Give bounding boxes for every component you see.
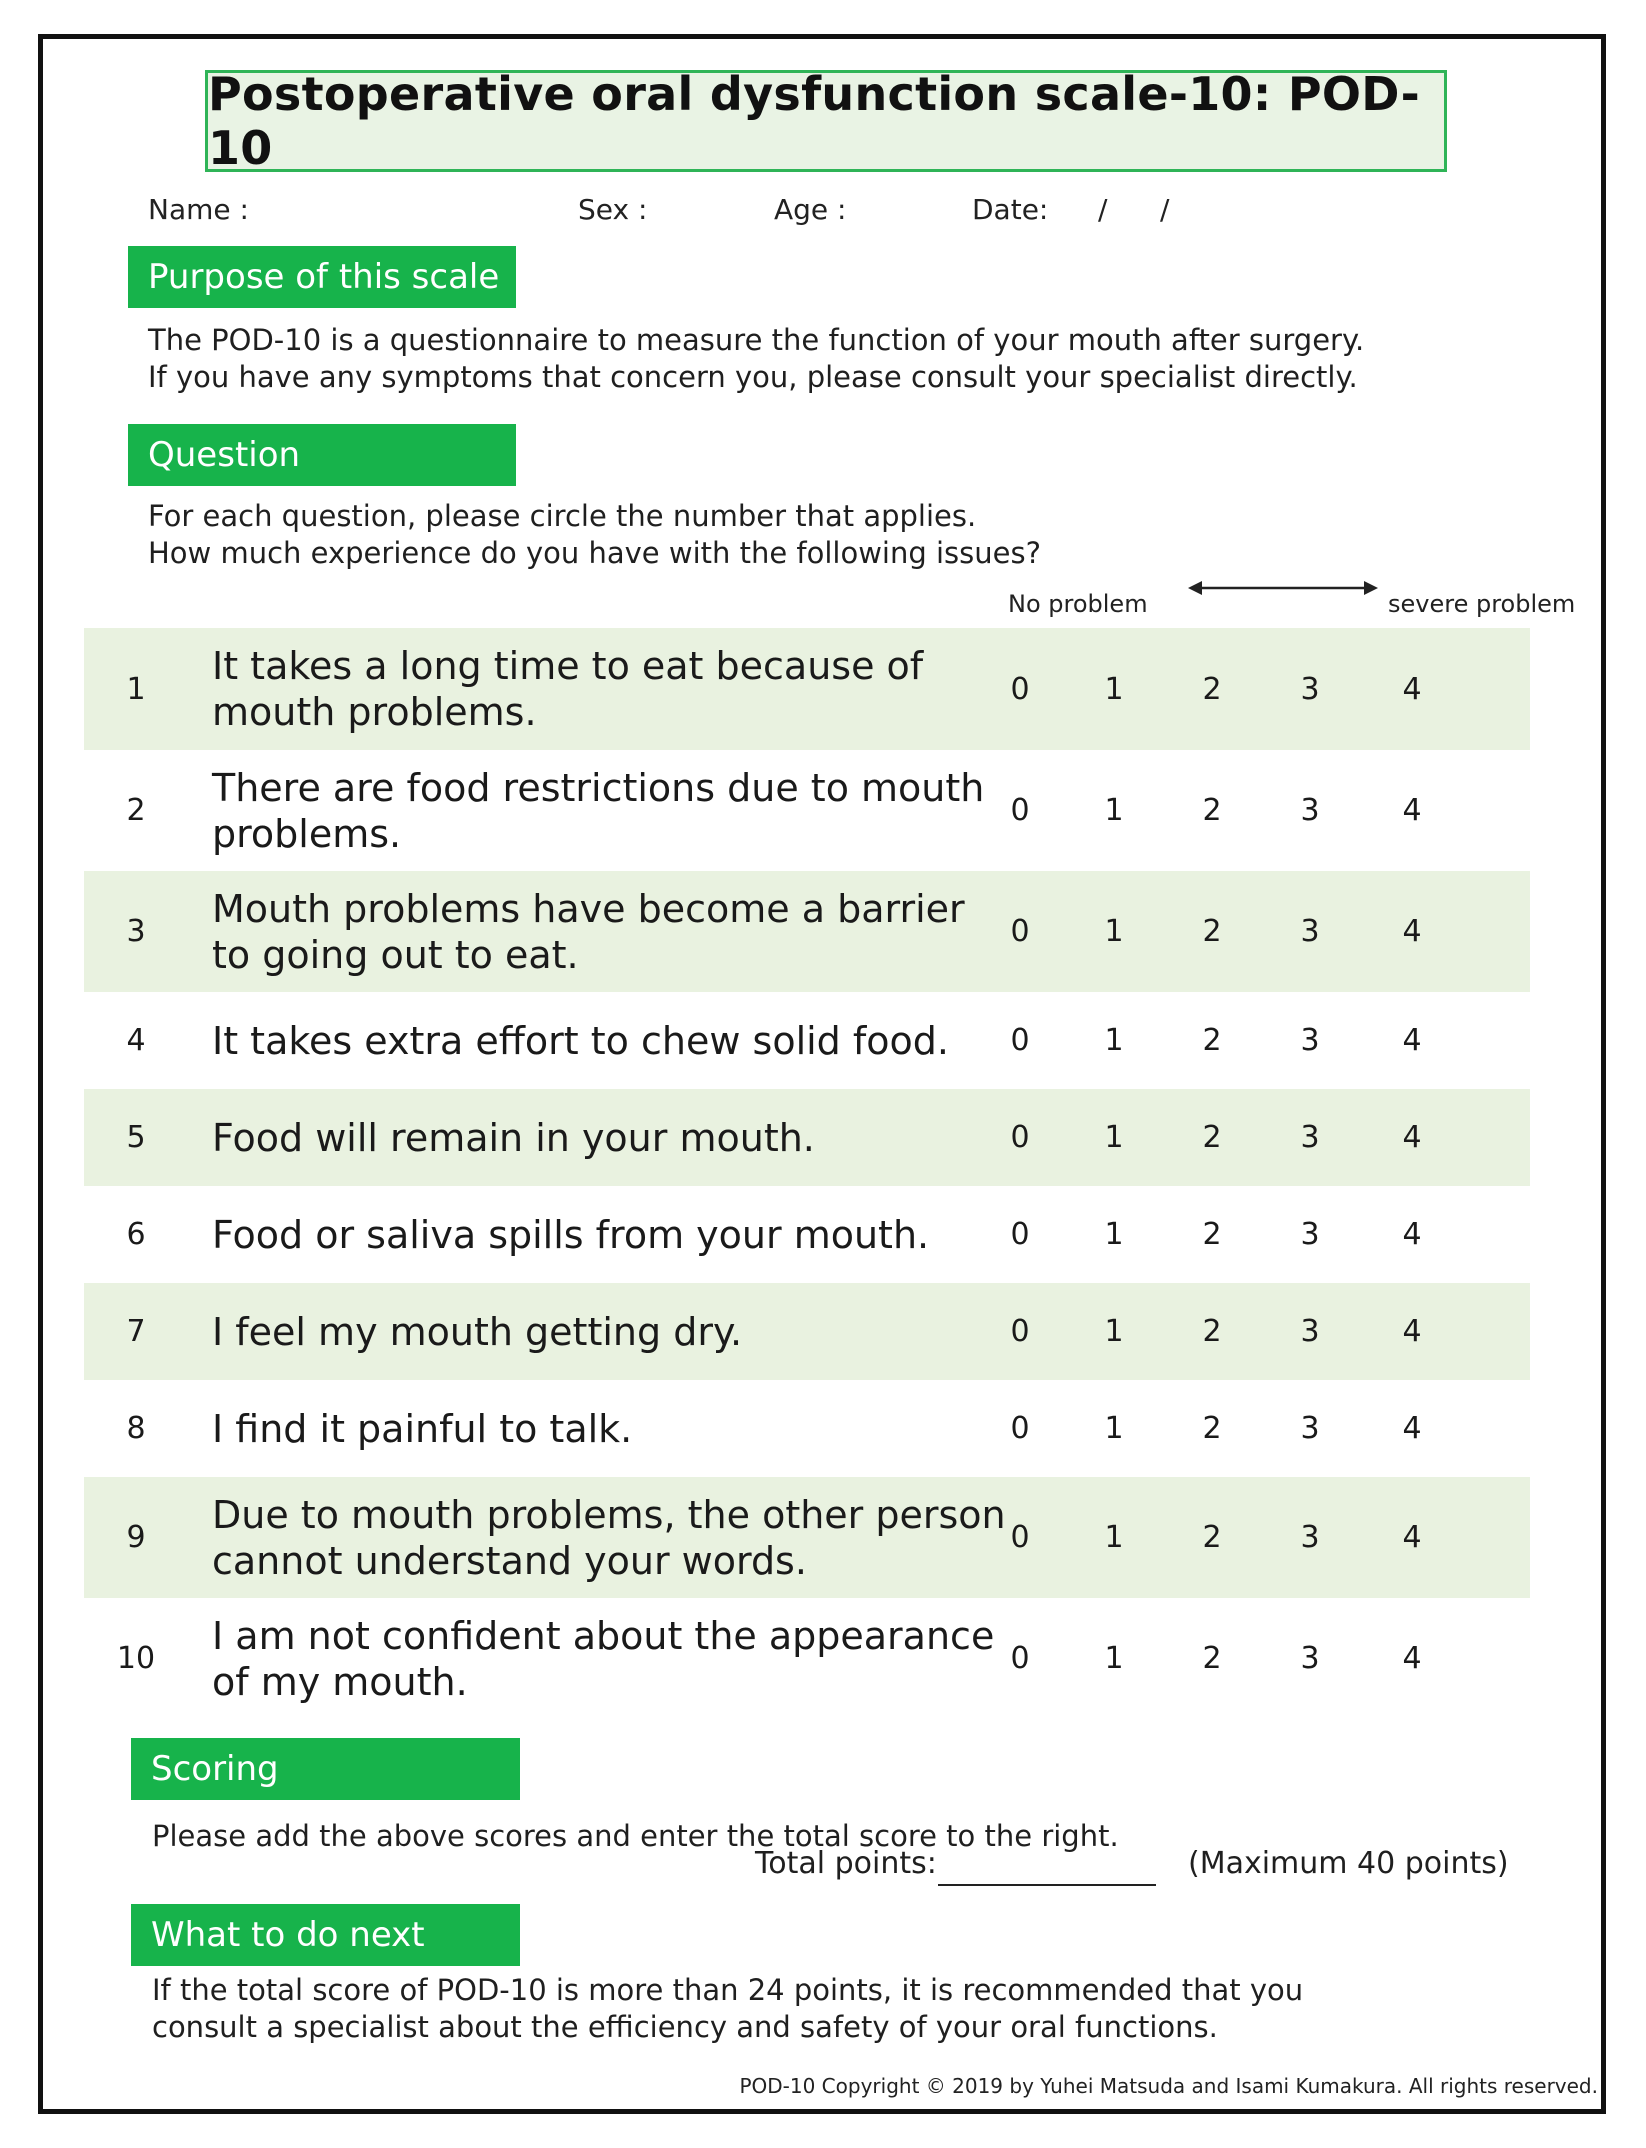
answer-option-4[interactable]: 4 <box>1402 1120 1422 1155</box>
total-points-field[interactable] <box>938 1884 1156 1886</box>
answer-option-2[interactable]: 2 <box>1202 1520 1222 1555</box>
answer-option-2[interactable]: 2 <box>1202 1023 1222 1058</box>
answer-option-4[interactable]: 4 <box>1402 793 1422 828</box>
instruction-line: How much experience do you have with the following issues? <box>148 536 1041 570</box>
answer-option-4[interactable]: 4 <box>1402 671 1422 707</box>
question-text: I feel my mouth getting dry. <box>212 1309 743 1354</box>
question-heading: Question <box>128 424 516 486</box>
question-text: Food or saliva spills from your mouth. <box>212 1212 930 1257</box>
answer-option-0[interactable]: 0 <box>1010 1314 1030 1349</box>
answer-option-0[interactable]: 0 <box>1010 671 1030 707</box>
next-line: If the total score of POD-10 is more than 24 points, it is recommended that you <box>152 1973 1304 2007</box>
answer-option-0[interactable]: 0 <box>1010 793 1030 828</box>
answer-option-0[interactable]: 0 <box>1010 914 1030 949</box>
question-text: It takes extra effort to chew solid food. <box>212 1018 949 1063</box>
question-number: 1 <box>126 671 146 707</box>
question-number: 5 <box>126 1120 146 1155</box>
answer-option-3[interactable]: 3 <box>1300 671 1320 707</box>
question-instructions <box>148 498 1041 572</box>
instruction-line: For each question, please circle the number that applies. <box>148 499 977 533</box>
question-text: Due to mouth problems, the other person cannot understand your words. <box>212 1492 1006 1583</box>
answer-option-4[interactable]: 4 <box>1402 1520 1422 1555</box>
double-arrow-icon <box>1188 578 1378 598</box>
answer-option-3[interactable]: 3 <box>1300 1641 1320 1676</box>
answer-option-2[interactable]: 2 <box>1202 671 1222 707</box>
answer-option-1[interactable]: 1 <box>1104 914 1124 949</box>
answer-option-0[interactable]: 0 <box>1010 1641 1030 1676</box>
purpose-text <box>148 322 1364 396</box>
question-row-4 <box>84 992 1530 1089</box>
answer-option-0[interactable]: 0 <box>1010 1120 1030 1155</box>
question-number: 9 <box>126 1520 146 1555</box>
answer-option-1[interactable]: 1 <box>1104 1217 1124 1252</box>
answer-option-3[interactable]: 3 <box>1300 1411 1320 1446</box>
answer-option-2[interactable]: 2 <box>1202 1217 1222 1252</box>
answer-option-3[interactable]: 3 <box>1300 1314 1320 1349</box>
total-points-label: Total points: <box>755 1846 937 1881</box>
question-row-2 <box>84 750 1530 871</box>
purpose-line: The POD-10 is a questionnaire to measure the function of your mouth after surgery. <box>148 323 1365 357</box>
question-row-8 <box>84 1380 1530 1477</box>
answer-option-3[interactable]: 3 <box>1300 793 1320 828</box>
question-row-3 <box>84 871 1530 992</box>
answer-option-3[interactable]: 3 <box>1300 1520 1320 1555</box>
answer-option-4[interactable]: 4 <box>1402 1023 1422 1058</box>
age-label: Age : <box>774 193 847 226</box>
question-text: I am not confident about the appearance of my mouth. <box>212 1613 995 1704</box>
scale-left-label: No problem <box>1008 590 1148 618</box>
answer-option-2[interactable]: 2 <box>1202 1641 1222 1676</box>
answer-option-4[interactable]: 4 <box>1402 914 1422 949</box>
question-text: Mouth problems have become a barrier to going out to eat. <box>212 886 965 977</box>
question-number: 8 <box>126 1411 146 1446</box>
answer-option-0[interactable]: 0 <box>1010 1411 1030 1446</box>
question-text: It takes a long time to eat because of mouth problems. <box>212 644 924 734</box>
answer-option-1[interactable]: 1 <box>1104 1520 1124 1555</box>
answer-option-2[interactable]: 2 <box>1202 1411 1222 1446</box>
copyright-notice: POD-10 Copyright © 2019 by Yuhei Matsuda and Isami Kumakura. All rights reserved. <box>739 2074 1598 2098</box>
answer-option-3[interactable]: 3 <box>1300 914 1320 949</box>
question-text: I find it painful to talk. <box>212 1406 633 1451</box>
answer-option-2[interactable]: 2 <box>1202 793 1222 828</box>
question-number: 6 <box>126 1217 146 1252</box>
scoring-instruction: Please add the above scores and enter the total score to the right. <box>152 1819 1119 1853</box>
question-row-9 <box>84 1477 1530 1598</box>
question-row-1 <box>84 628 1530 750</box>
answer-option-1[interactable]: 1 <box>1104 1120 1124 1155</box>
next-line: consult a specialist about the efficiency and safety of your oral functions. <box>152 2010 1218 2044</box>
answer-option-3[interactable]: 3 <box>1300 1023 1320 1058</box>
question-number: 4 <box>126 1023 146 1058</box>
answer-option-2[interactable]: 2 <box>1202 914 1222 949</box>
question-row-10 <box>84 1598 1530 1719</box>
answer-option-0[interactable]: 0 <box>1010 1520 1030 1555</box>
page-title: Postoperative oral dysfunction scale-10: POD-10 <box>205 70 1447 172</box>
question-row-6 <box>84 1186 1530 1283</box>
answer-option-4[interactable]: 4 <box>1402 1411 1422 1446</box>
answer-option-0[interactable]: 0 <box>1010 1023 1030 1058</box>
answer-option-2[interactable]: 2 <box>1202 1120 1222 1155</box>
answer-option-1[interactable]: 1 <box>1104 793 1124 828</box>
next-text <box>152 1972 1303 2046</box>
scale-right-label: severe problem <box>1388 590 1576 618</box>
purpose-heading: Purpose of this scale <box>128 246 516 308</box>
question-number: 2 <box>126 793 146 828</box>
purpose-line: If you have any symptoms that concern you, please consult your specialist directly. <box>148 360 1358 394</box>
name-label: Name : <box>148 193 249 226</box>
question-number: 3 <box>126 914 146 949</box>
answer-option-4[interactable]: 4 <box>1402 1314 1422 1349</box>
next-heading: What to do next <box>131 1904 520 1966</box>
answer-option-2[interactable]: 2 <box>1202 1314 1222 1349</box>
answer-option-3[interactable]: 3 <box>1300 1217 1320 1252</box>
question-row-7 <box>84 1283 1530 1380</box>
question-text: Food will remain in your mouth. <box>212 1115 815 1160</box>
answer-option-1[interactable]: 1 <box>1104 1411 1124 1446</box>
scoring-heading: Scoring <box>131 1738 520 1800</box>
question-number: 10 <box>116 1641 156 1676</box>
answer-option-1[interactable]: 1 <box>1104 1023 1124 1058</box>
sex-label: Sex : <box>578 193 648 226</box>
answer-option-3[interactable]: 3 <box>1300 1120 1320 1155</box>
question-row-5 <box>84 1089 1530 1186</box>
answer-option-1[interactable]: 1 <box>1104 1641 1124 1676</box>
answer-option-1[interactable]: 1 <box>1104 1314 1124 1349</box>
date-separator: / <box>1098 193 1108 226</box>
answer-option-4[interactable]: 4 <box>1402 1641 1422 1676</box>
date-label: Date: <box>972 193 1049 226</box>
question-text: There are food restrictions due to mouth problems. <box>212 765 985 856</box>
answer-option-1[interactable]: 1 <box>1104 671 1124 707</box>
question-number: 7 <box>126 1314 146 1349</box>
maximum-points-note: (Maximum 40 points) <box>1188 1846 1509 1881</box>
answer-option-0[interactable]: 0 <box>1010 1217 1030 1252</box>
date-separator: / <box>1160 193 1170 226</box>
answer-option-4[interactable]: 4 <box>1402 1217 1422 1252</box>
